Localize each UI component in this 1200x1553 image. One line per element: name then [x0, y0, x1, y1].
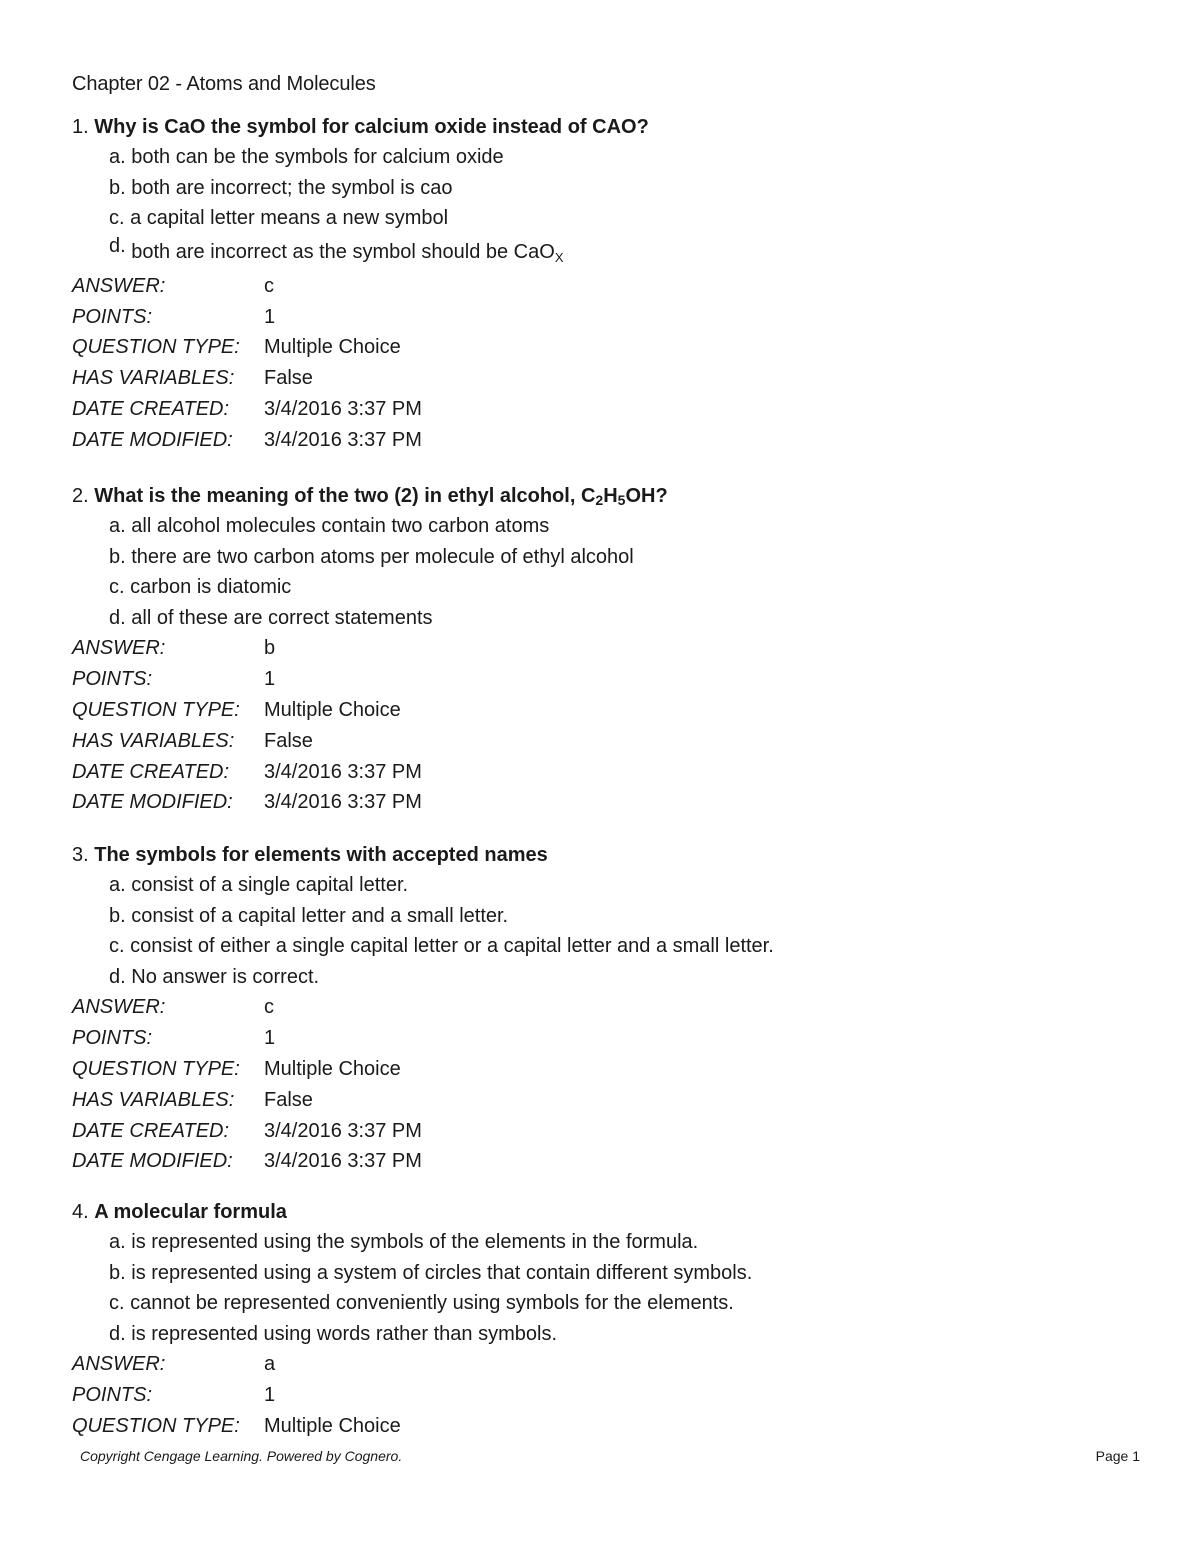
meta-answer: ANSWER: b — [72, 637, 276, 660]
question-meta — [72, 992, 1132, 1177]
meta-points: POINTS: 1 — [72, 668, 276, 691]
footer-page-number: Page 1 — [1095, 1448, 1140, 1464]
question-4 — [72, 1197, 1132, 1442]
question-2 — [72, 481, 1132, 818]
option-d: d. No answer is correct. — [109, 965, 320, 988]
option-a: a. consist of a single capital letter. — [109, 874, 409, 896]
meta-points: POINTS: 1 — [72, 1384, 276, 1407]
option-c: c. consist of either a single capital letter or a capital letter and a small letter. — [109, 935, 774, 958]
question-meta — [72, 633, 1132, 818]
page-title: Chapter 02 - Atoms and Molecules — [72, 73, 376, 95]
question-3 — [72, 840, 1132, 1177]
question-number: 2. — [72, 485, 89, 507]
question-meta — [72, 1349, 1132, 1441]
meta-question-type: QUESTION TYPE: Multiple Choice — [72, 1414, 401, 1437]
option-a: a. is represented using the symbols of the elements in the formula. — [109, 1231, 699, 1253]
option-d: d. both are incorrect as the symbol should be CaO$_X$ — [109, 234, 564, 265]
subscript: X — [554, 249, 564, 265]
option-a: a. both can be the symbols for calcium oxide — [109, 146, 504, 168]
meta-question-type: QUESTION TYPE: Multiple Choice — [72, 1057, 401, 1080]
question-1 — [72, 112, 1132, 456]
option-b: b. both are incorrect; the symbol is cao — [109, 176, 453, 199]
meta-points: POINTS: 1 — [72, 305, 276, 328]
meta-question-type: QUESTION TYPE: Multiple Choice — [72, 698, 401, 721]
question-stem — [72, 840, 1132, 870]
meta-has-variables: HAS VARIABLES: False — [72, 1088, 313, 1111]
option-b: b. is represented using a system of circles that contain different symbols. — [109, 1261, 753, 1284]
meta-date-modified: DATE MODIFIED: 3/4/2016 3:37 PM — [72, 791, 422, 814]
option-c: c. a capital letter means a new symbol — [109, 207, 449, 230]
question-stem — [72, 481, 1132, 511]
meta-answer: ANSWER: a — [72, 1353, 276, 1376]
meta-date-created: DATE CREATED: 3/4/2016 3:37 PM — [72, 1119, 422, 1142]
meta-points: POINTS: 1 — [72, 1027, 276, 1050]
option-b: b. consist of a capital letter and a small letter. — [109, 904, 509, 927]
meta-date-created: DATE CREATED: 3/4/2016 3:37 PM — [72, 397, 422, 420]
meta-date-modified: DATE MODIFIED: 3/4/2016 3:37 PM — [72, 428, 422, 451]
question-stem — [72, 112, 1132, 142]
question-number: 3. — [72, 844, 89, 866]
meta-answer: ANSWER: c — [72, 274, 274, 297]
question-stem — [72, 1197, 1132, 1227]
option-list — [72, 870, 1132, 992]
option-list — [72, 1227, 1132, 1349]
meta-has-variables: HAS VARIABLES: False — [72, 367, 313, 390]
meta-date-modified: DATE MODIFIED: 3/4/2016 3:37 PM — [72, 1150, 422, 1173]
option-b: b. there are two carbon atoms per molecule of ethyl alcohol — [109, 545, 634, 568]
option-c: c. cannot be represented conveniently using symbols for the elements. — [109, 1292, 734, 1315]
footer-copyright: Copyright Cengage Learning. Powered by Cognero. — [80, 1448, 403, 1464]
question-text: The symbols for elements with accepted names — [94, 844, 548, 866]
question-number: 1. — [72, 116, 89, 138]
question-meta — [72, 271, 1132, 456]
option-a: a. all alcohol molecules contain two carbon atoms — [109, 515, 550, 537]
option-c: c. carbon is diatomic — [109, 576, 292, 599]
option-d: d. is represented using words rather than symbols. — [109, 1322, 558, 1345]
question-text: Why is CaO the symbol for calcium oxide instead of CAO? — [94, 116, 649, 138]
question-number: 4. — [72, 1201, 89, 1223]
meta-question-type: QUESTION TYPE: Multiple Choice — [72, 336, 401, 359]
option-list — [72, 142, 1132, 271]
option-list — [72, 511, 1132, 633]
meta-has-variables: HAS VARIABLES: False — [72, 729, 313, 752]
meta-date-created: DATE CREATED: 3/4/2016 3:37 PM — [72, 760, 422, 783]
question-text: A molecular formula — [94, 1201, 287, 1223]
option-d: d. all of these are correct statements — [109, 606, 433, 629]
question-text: What is the meaning of the two (2) in ethyl alcohol, $C_2H_5OH$? — [94, 485, 668, 508]
meta-answer: ANSWER: c — [72, 996, 274, 1019]
